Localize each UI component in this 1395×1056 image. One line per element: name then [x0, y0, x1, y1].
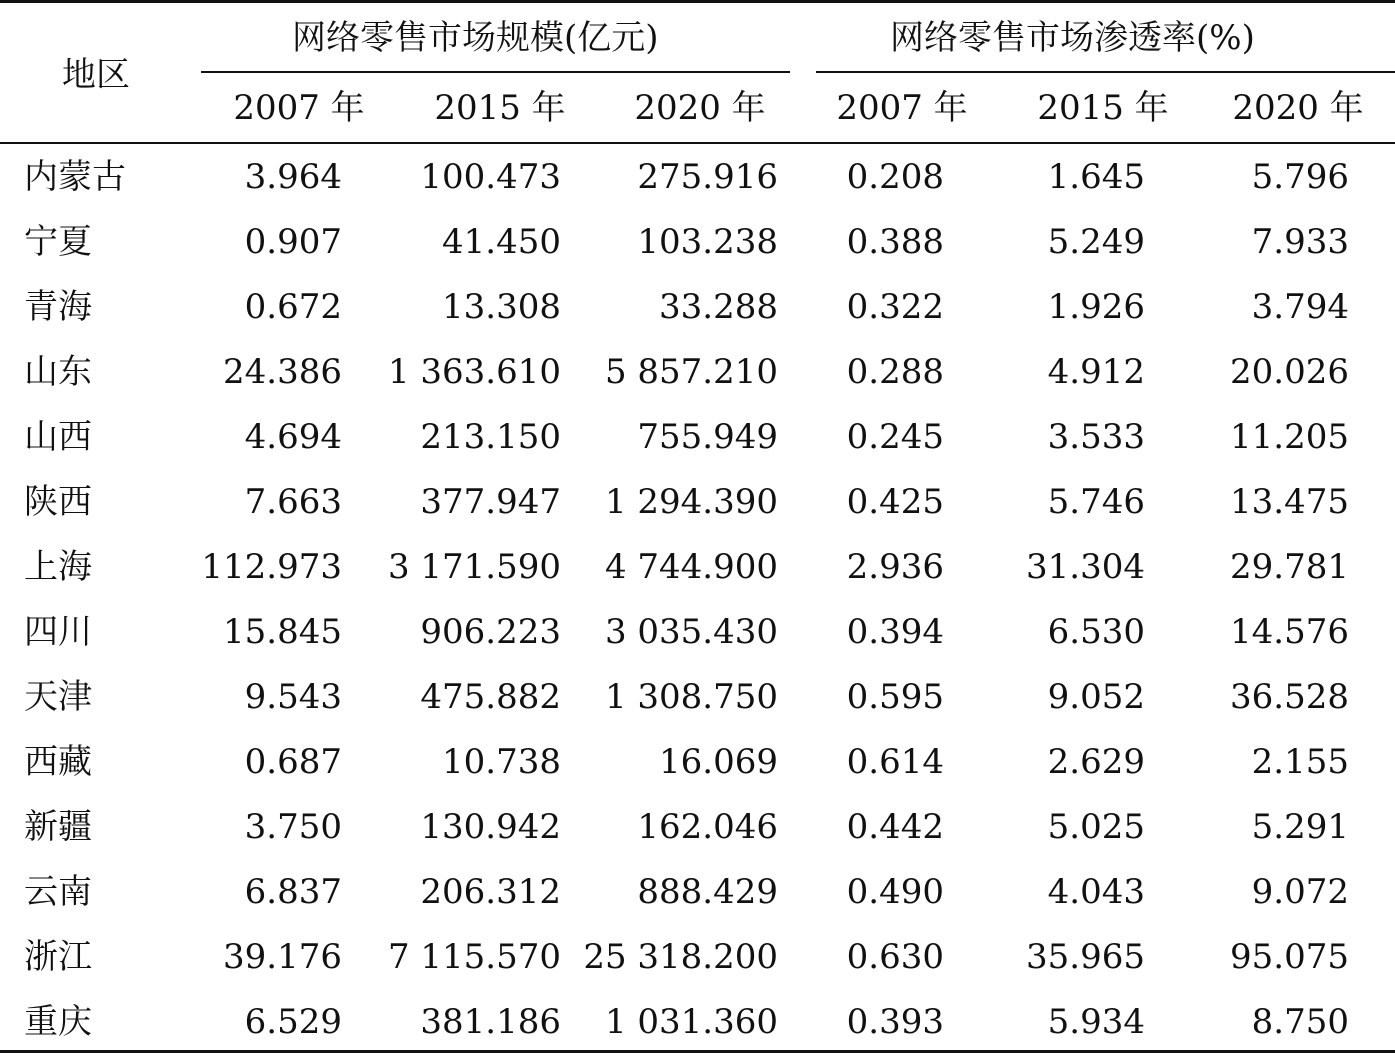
- table-row: [0, 145, 1395, 210]
- market-size-cell: 100.473: [420, 157, 561, 197]
- region-cell: 四川: [24, 612, 92, 652]
- market-size-cell: 755.949: [637, 417, 778, 457]
- table-row: [0, 210, 1395, 275]
- penetration-rate-cell: 13.475: [1230, 482, 1349, 522]
- table-row: [0, 665, 1395, 730]
- region-cell: 陕西: [24, 482, 92, 522]
- table-row: [0, 925, 1395, 990]
- penetration-rate-cell: 36.528: [1230, 677, 1349, 717]
- column-header-year: 2020 年: [634, 88, 766, 128]
- market-size-cell: 206.312: [420, 872, 561, 912]
- table-row: [0, 340, 1395, 405]
- region-cell: 上海: [24, 547, 92, 587]
- market-size-cell: 1 363.610: [387, 352, 561, 392]
- penetration-rate-cell: 2.155: [1251, 742, 1349, 782]
- region-cell: 青海: [24, 287, 92, 327]
- market-size-cell: 1 031.360: [604, 1002, 778, 1042]
- market-size-cell: 15.845: [223, 612, 342, 652]
- market-size-cell: 9.543: [244, 677, 342, 717]
- market-size-cell: 888.429: [637, 872, 778, 912]
- penetration-rate-cell: 2.629: [1047, 742, 1145, 782]
- penetration-rate-cell: 1.645: [1047, 157, 1145, 197]
- penetration-rate-cell: 0.393: [846, 1002, 944, 1042]
- market-size-cell: 7.663: [244, 482, 342, 522]
- column-header-region: 地区: [62, 55, 130, 95]
- table-top-rule: [0, 0, 1395, 3]
- region-cell: 山西: [24, 417, 92, 457]
- market-size-cell: 103.238: [637, 222, 778, 262]
- market-size-cell: 3.964: [244, 157, 342, 197]
- market-size-cell: 7 115.570: [387, 937, 561, 977]
- penetration-rate-cell: 8.750: [1251, 1002, 1349, 1042]
- penetration-rate-cell: 0.614: [846, 742, 944, 782]
- penetration-rate-cell: 5.934: [1047, 1002, 1145, 1042]
- table-row: [0, 730, 1395, 795]
- group1-underline: [201, 71, 790, 73]
- penetration-rate-cell: 0.388: [846, 222, 944, 262]
- market-size-cell: 0.907: [244, 222, 342, 262]
- market-size-cell: 1 308.750: [604, 677, 778, 717]
- penetration-rate-cell: 0.425: [846, 482, 944, 522]
- penetration-rate-cell: 0.442: [846, 807, 944, 847]
- market-size-cell: 6.837: [244, 872, 342, 912]
- group2-underline: [816, 71, 1395, 73]
- region-cell: 新疆: [24, 807, 92, 847]
- region-cell: 宁夏: [24, 222, 92, 262]
- region-cell: 天津: [24, 677, 92, 717]
- penetration-rate-cell: 3.794: [1251, 287, 1349, 327]
- market-size-cell: 5 857.210: [604, 352, 778, 392]
- table-row: [0, 795, 1395, 860]
- penetration-rate-cell: 5.025: [1047, 807, 1145, 847]
- penetration-rate-cell: 95.075: [1230, 937, 1349, 977]
- region-cell: 浙江: [24, 937, 92, 977]
- region-cell: 云南: [24, 872, 92, 912]
- column-header-year: 2015 年: [434, 88, 566, 128]
- penetration-rate-cell: 3.533: [1047, 417, 1145, 457]
- market-size-cell: 0.672: [244, 287, 342, 327]
- column-header-year: 2007 年: [836, 88, 968, 128]
- penetration-rate-cell: 9.072: [1251, 872, 1349, 912]
- column-header-year: 2020 年: [1232, 88, 1364, 128]
- table-row: [0, 535, 1395, 600]
- region-cell: 重庆: [24, 1002, 92, 1042]
- market-size-cell: 130.942: [420, 807, 561, 847]
- market-size-cell: 4.694: [244, 417, 342, 457]
- market-size-cell: 112.973: [201, 547, 342, 587]
- market-size-cell: 24.386: [223, 352, 342, 392]
- penetration-rate-cell: 0.595: [846, 677, 944, 717]
- penetration-rate-cell: 35.965: [1026, 937, 1145, 977]
- market-size-cell: 3.750: [244, 807, 342, 847]
- market-size-cell: 275.916: [637, 157, 778, 197]
- market-size-cell: 475.882: [420, 677, 561, 717]
- table-row: [0, 275, 1395, 340]
- penetration-rate-cell: 11.205: [1230, 417, 1349, 457]
- market-size-cell: 906.223: [420, 612, 561, 652]
- table-row: [0, 860, 1395, 925]
- penetration-rate-cell: 5.249: [1047, 222, 1145, 262]
- column-group-header-scale: 网络零售市场规模(亿元): [292, 18, 659, 58]
- market-size-cell: 41.450: [442, 222, 561, 262]
- penetration-rate-cell: 2.936: [846, 547, 944, 587]
- market-size-cell: 33.288: [659, 287, 778, 327]
- market-size-cell: 6.529: [244, 1002, 342, 1042]
- penetration-rate-cell: 20.026: [1230, 352, 1349, 392]
- market-size-cell: 16.069: [659, 742, 778, 782]
- penetration-rate-cell: 0.208: [846, 157, 944, 197]
- penetration-rate-cell: 4.912: [1047, 352, 1145, 392]
- penetration-rate-cell: 0.245: [846, 417, 944, 457]
- penetration-rate-cell: 5.796: [1251, 157, 1349, 197]
- penetration-rate-cell: 29.781: [1230, 547, 1349, 587]
- market-size-cell: 25 318.200: [583, 937, 778, 977]
- market-size-cell: 381.186: [420, 1002, 561, 1042]
- region-cell: 西藏: [24, 742, 92, 782]
- region-cell: 内蒙古: [24, 157, 126, 197]
- market-size-cell: 13.308: [442, 287, 561, 327]
- header-bottom-rule: [0, 142, 1395, 144]
- region-cell: 山东: [24, 352, 92, 392]
- penetration-rate-cell: 0.490: [846, 872, 944, 912]
- market-size-cell: 162.046: [637, 807, 778, 847]
- column-header-year: 2007 年: [233, 88, 365, 128]
- penetration-rate-cell: 0.630: [846, 937, 944, 977]
- column-group-header-penetration: 网络零售市场渗透率(%): [890, 18, 1255, 58]
- market-size-cell: 10.738: [442, 742, 561, 782]
- market-size-cell: 4 744.900: [604, 547, 778, 587]
- market-size-cell: 39.176: [223, 937, 342, 977]
- penetration-rate-cell: 9.052: [1047, 677, 1145, 717]
- penetration-rate-cell: 7.933: [1251, 222, 1349, 262]
- market-size-cell: 3 171.590: [387, 547, 561, 587]
- table-row: [0, 405, 1395, 470]
- penetration-rate-cell: 5.291: [1251, 807, 1349, 847]
- penetration-rate-cell: 0.288: [846, 352, 944, 392]
- penetration-rate-cell: 14.576: [1230, 612, 1349, 652]
- market-size-cell: 213.150: [420, 417, 561, 457]
- penetration-rate-cell: 6.530: [1047, 612, 1145, 652]
- table-row: [0, 990, 1395, 1055]
- penetration-rate-cell: 0.322: [846, 287, 944, 327]
- table-row: [0, 470, 1395, 535]
- penetration-rate-cell: 0.394: [846, 612, 944, 652]
- column-header-year: 2015 年: [1037, 88, 1169, 128]
- market-size-cell: 3 035.430: [604, 612, 778, 652]
- penetration-rate-cell: 5.746: [1047, 482, 1145, 522]
- penetration-rate-cell: 4.043: [1047, 872, 1145, 912]
- market-size-cell: 377.947: [420, 482, 561, 522]
- market-size-cell: 1 294.390: [604, 482, 778, 522]
- market-size-cell: 0.687: [244, 742, 342, 782]
- penetration-rate-cell: 1.926: [1047, 287, 1145, 327]
- penetration-rate-cell: 31.304: [1026, 547, 1145, 587]
- table-row: [0, 600, 1395, 665]
